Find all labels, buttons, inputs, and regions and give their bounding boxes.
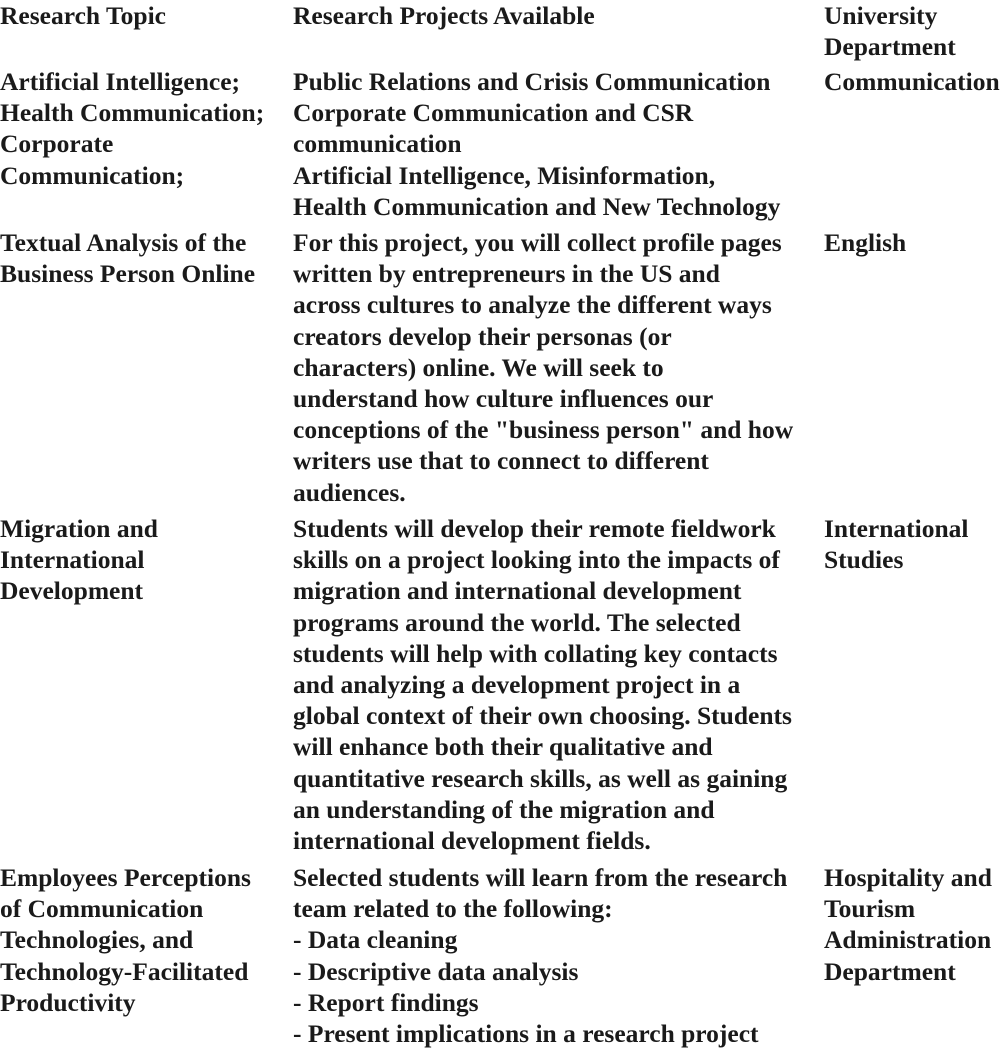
table-row — [0, 66, 1008, 227]
row-research-topic: Employees Perceptions of Communication Technologies, and Technology-Facilitated Productivity — [0, 863, 251, 1017]
header-university-department: University Department — [824, 1, 956, 62]
header-research-projects: Research Projects Available — [293, 1, 595, 30]
row-university-department: International Studies — [824, 514, 969, 575]
row-research-topic: Migration and International Development — [0, 514, 158, 606]
row-research-projects: Public Relations and Crisis Communication Corporate Communication and CSR communication Artificial Intelligence, Misinformation, Health Communication and New Technology — [293, 67, 781, 221]
row-research-topic: Textual Analysis of the Business Person Online — [0, 228, 256, 289]
table-row — [0, 227, 1008, 513]
row-university-department: English — [824, 228, 907, 257]
table-header-row — [0, 0, 1008, 66]
table-row — [0, 862, 1008, 1049]
header-research-topic: Research Topic — [0, 1, 166, 30]
row-research-projects: Students will develop their remote fieldwork skills on a project looking into the impacts of migration and international development programs around the world. The selected students will help with collating key contacts and analyzing a development project in a global context of their own choosing. Students will enhance both their qualitative and quantitative research skills, as well as gaining an understanding of the migration and international development fields. — [293, 514, 792, 856]
row-research-projects: For this project, you will collect profile pages written by entrepreneurs in the US and across cultures to analyze the different ways creators develop their personas (or characters) online. We will seek to understand how culture influences our conceptions of the "business person" and how writers use that to connect to different audiences. — [293, 228, 794, 507]
row-university-department: Hospitality and Tourism Administration Department — [824, 863, 992, 986]
row-university-department: Communication — [824, 67, 1000, 96]
row-research-topic: Artificial Intelligence; Health Communication; Corporate Communication; — [0, 67, 265, 190]
table-row — [0, 513, 1008, 862]
row-research-projects: Selected students will learn from the research team related to the following: - Data cleaning - Descriptive data analysis - Report findings - Present implications in a research project — [293, 863, 788, 1049]
